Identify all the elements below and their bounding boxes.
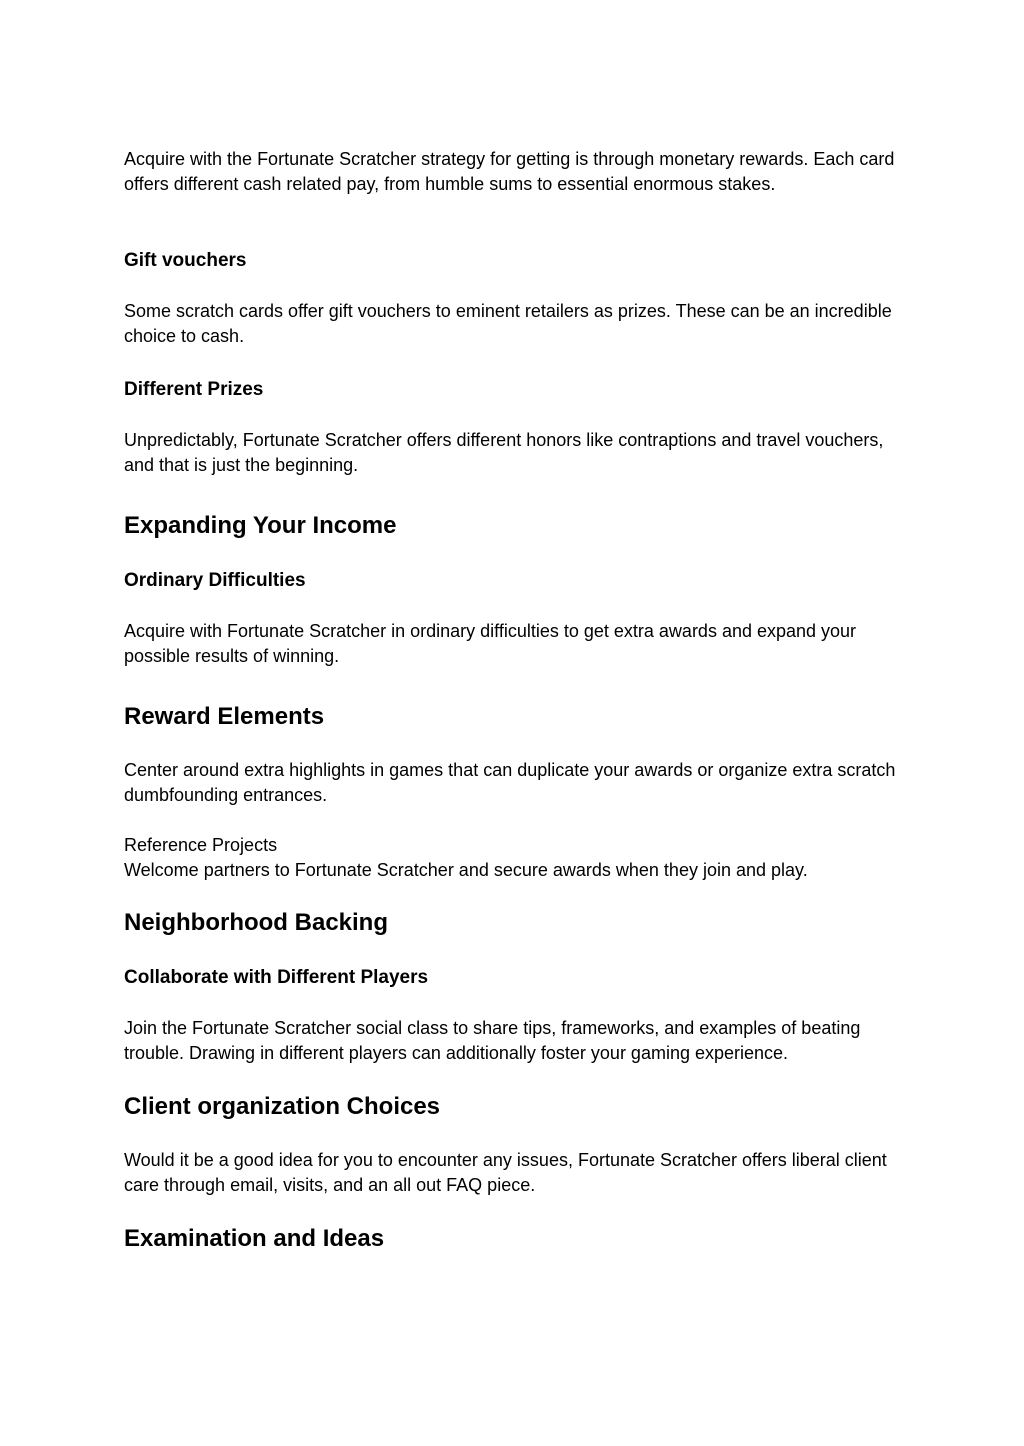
heading-gift-vouchers: Gift vouchers: [124, 250, 247, 271]
paragraph-reference-projects-title: Reference Projects: [124, 835, 278, 855]
heading-client-organization-choices: Client organization Choices: [124, 1093, 441, 1120]
heading-examination-and-ideas: Examination and Ideas: [124, 1225, 385, 1252]
paragraph-ordinary-difficulties: Acquire with Fortunate Scratcher in ordinary difficulties to get extra awards and expand your possible results of winning.: [124, 621, 857, 666]
paragraph-reference-projects: Welcome partners to Fortunate Scratcher and secure awards when they join and play.: [124, 860, 808, 880]
paragraph-gift-vouchers: Some scratch cards offer gift vouchers to eminent retailers as prizes. These can be an incredible choice to cash.: [124, 301, 892, 346]
paragraph-collaborate-players: Join the Fortunate Scratcher social class to share tips, frameworks, and examples of beating trouble. Drawing in different players can additionally foster your gaming experience.: [124, 1018, 861, 1063]
paragraph-different-prizes: Unpredictably, Fortunate Scratcher offers different honors like contraptions and travel vouchers, and that is just the beginning.: [124, 430, 884, 475]
heading-ordinary-difficulties: Ordinary Difficulties: [124, 570, 306, 591]
heading-expanding-your-income: Expanding Your Income: [124, 512, 397, 539]
heading-reward-elements: Reward Elements: [124, 703, 325, 730]
heading-neighborhood-backing: Neighborhood Backing: [124, 909, 388, 936]
heading-different-prizes: Different Prizes: [124, 379, 264, 400]
paragraph-reward-elements: Center around extra highlights in games that can duplicate your awards or organize extra scratch dumbfounding entrances.: [124, 760, 896, 805]
heading-collaborate-players: Collaborate with Different Players: [124, 967, 429, 988]
paragraph-client-care: Would it be a good idea for you to encounter any issues, Fortunate Scratcher offers liberal client care through email, visits, and an all out FAQ piece.: [124, 1150, 887, 1195]
paragraph-monetary-rewards: Acquire with the Fortunate Scratcher strategy for getting is through monetary rewards. Each card offers different cash related pay, from humble sums to essential enormous stakes.: [124, 149, 895, 194]
